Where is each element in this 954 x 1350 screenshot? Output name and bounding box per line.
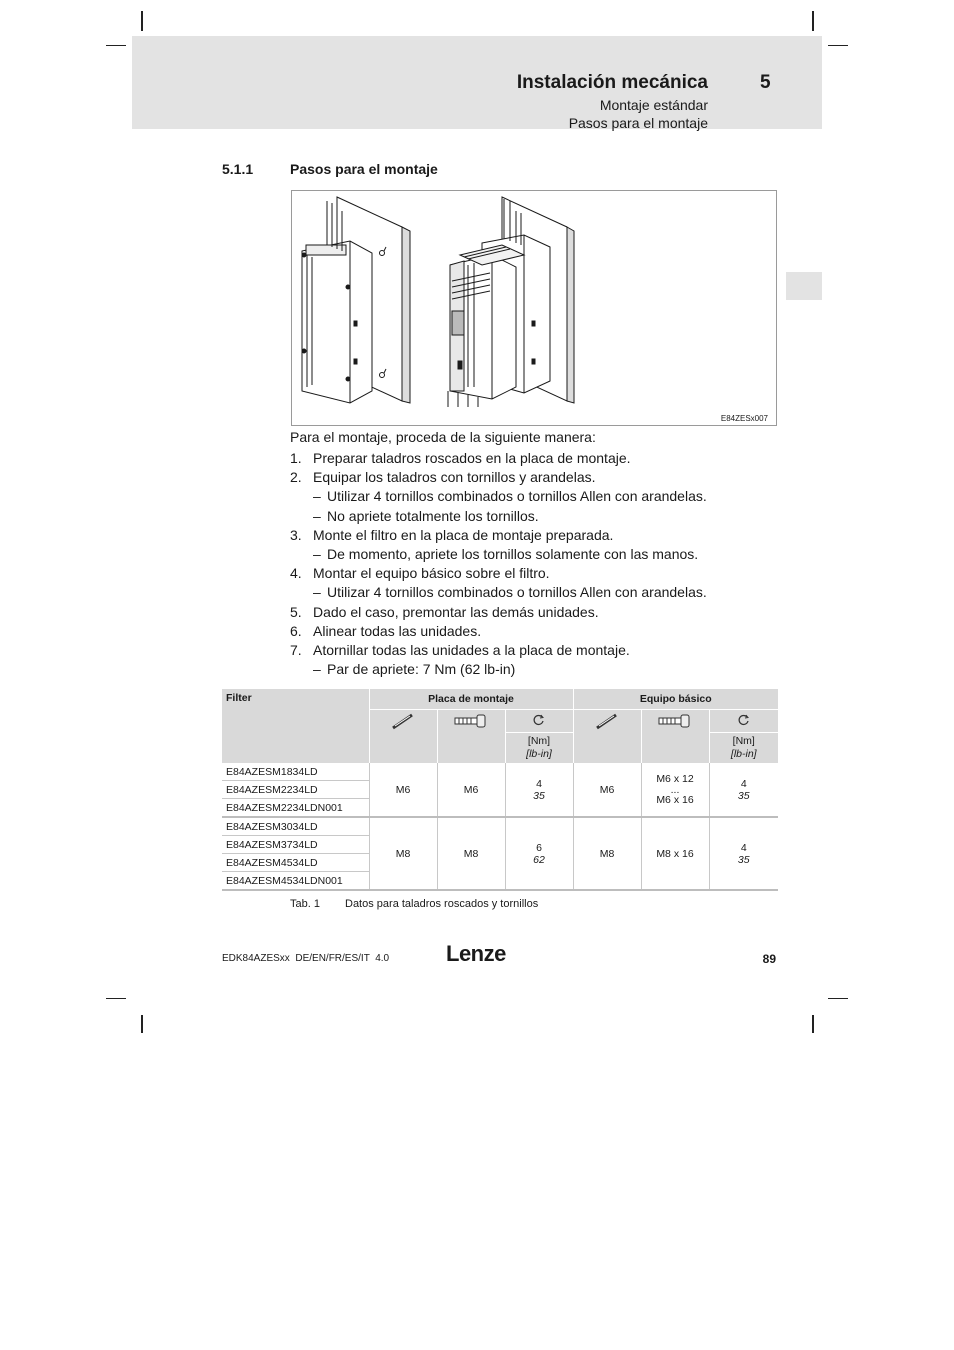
crop-mark	[828, 45, 848, 46]
model-cell: E84AZESM4534LD	[222, 854, 369, 872]
screw-icon	[437, 710, 505, 764]
torque-nm: 4	[740, 777, 747, 790]
figure-code: E84ZESx007	[720, 414, 768, 423]
torque-nm: 4	[536, 777, 542, 790]
step-number: 3.	[290, 526, 302, 543]
dash-bullet: –	[313, 661, 321, 678]
model-cell: E84AZESM2234LDN001	[222, 799, 369, 818]
header-subtitle: Pasos para el montaje	[568, 115, 708, 131]
plate-screw-cell: M8	[437, 817, 505, 890]
crop-mark	[141, 1015, 143, 1033]
step-number: 7.	[290, 642, 302, 659]
footer-document-id: EDK84AZESxx DE/EN/FR/ES/IT 4.0	[222, 953, 390, 964]
sub-text: De momento, apriete los tornillos solamente con las manos.	[327, 546, 699, 563]
torque-icon	[709, 710, 778, 733]
dash-bullet: –	[313, 584, 321, 601]
sub-text: No apriete totalmente los tornillos.	[327, 507, 539, 524]
torque-unit-cell	[505, 733, 573, 764]
table-row	[222, 817, 778, 836]
steps-list	[290, 449, 760, 679]
screw-data-table	[222, 689, 778, 891]
list-item	[290, 564, 760, 583]
crop-mark	[828, 998, 848, 999]
dash-bullet: –	[313, 488, 321, 505]
col-header-basic: Equipo básico	[573, 689, 778, 710]
chapter-title: Instalación mecánica	[516, 72, 708, 93]
unit-lbin: [lb-in]	[730, 748, 757, 760]
sub-item	[290, 660, 760, 679]
list-item	[290, 468, 760, 487]
step-text: Alinear todas las unidades.	[313, 622, 482, 639]
basic-screw-cell: M8 x 16	[641, 817, 709, 890]
sub-text: Utilizar 4 tornillos combinados o tornillos Allen con arandelas.	[327, 584, 707, 601]
model-cell: E84AZESM2234LD	[222, 781, 369, 799]
chapter-number: 5	[760, 72, 771, 93]
plate-torque-cell	[505, 763, 573, 817]
step-text: Atornillar todas las unidades a la placa de montaje.	[313, 642, 630, 659]
torque-lbin: 35	[737, 789, 750, 802]
col-header-plate: Placa de montaje	[369, 689, 573, 710]
step-number: 6.	[290, 622, 302, 639]
basic-thread-cell: M8	[573, 817, 641, 890]
dash-bullet: –	[313, 546, 321, 563]
section-title: Pasos para el montaje	[290, 161, 438, 177]
model-cell: E84AZESM3034LD	[222, 817, 369, 836]
step-number: 5.	[290, 603, 302, 620]
chapter-side-tab	[786, 272, 822, 300]
step-text: Equipar los taladros con tornillos y arandelas.	[313, 469, 596, 486]
torque-lbin: 62	[533, 853, 545, 866]
plate-thread-cell: M8	[369, 817, 437, 890]
plate-screw-cell: M6	[437, 763, 505, 817]
step-number: 1.	[290, 450, 302, 466]
torque-nm: 6	[536, 841, 542, 854]
table-caption-text: Datos para taladros roscados y tornillos	[345, 898, 539, 910]
crop-mark	[141, 11, 143, 31]
step-number: 4.	[290, 565, 302, 582]
basic-torque-cell	[709, 763, 778, 817]
list-item	[290, 526, 760, 545]
screw-size: M6 x 16	[656, 793, 694, 806]
torque-lbin: 35	[737, 853, 750, 866]
basic-screw-cell	[641, 763, 709, 817]
plate-torque-cell	[505, 817, 573, 890]
screw-range-dots: ...	[670, 783, 680, 796]
model-cell: E84AZESM3734LD	[222, 836, 369, 854]
sub-item	[290, 507, 760, 526]
mounting-illustration	[292, 191, 776, 425]
drill-bit-icon	[369, 710, 437, 764]
sub-item	[290, 545, 760, 564]
drill-bit-icon	[573, 710, 641, 764]
table-row	[222, 763, 778, 781]
intro-text: Para el montaje, proceda de la siguiente manera:	[290, 429, 596, 445]
plate-thread-cell: M6	[369, 763, 437, 817]
unit-lbin: [lb-in]	[526, 748, 552, 760]
col-header-filter: Filter	[222, 689, 369, 763]
crop-mark	[812, 11, 814, 31]
torque-lbin: 35	[533, 789, 545, 802]
mounting-figure	[291, 190, 777, 426]
sub-item	[290, 487, 760, 506]
crop-mark	[106, 998, 126, 999]
basic-torque-cell	[709, 817, 778, 890]
screw-icon	[641, 710, 709, 764]
lenze-logo: Lenze	[446, 941, 506, 966]
list-item	[290, 641, 760, 660]
header-subtitle: Montaje estándar	[599, 97, 708, 113]
sub-text: Utilizar 4 tornillos combinados o tornillos Allen con arandelas.	[327, 488, 707, 505]
step-text: Montar el equipo básico sobre el filtro.	[313, 565, 550, 582]
step-text: Preparar taladros roscados en la placa de montaje.	[313, 450, 631, 466]
model-cell: E84AZESM1834LD	[222, 763, 369, 781]
list-item	[290, 449, 760, 468]
list-item	[290, 622, 760, 641]
screw-size: M6 x 12	[656, 772, 694, 785]
unit-nm: [Nm]	[732, 735, 755, 747]
section-number: 5.1.1	[222, 161, 254, 177]
dash-bullet: –	[313, 507, 321, 524]
model-cell: E84AZESM4534LDN001	[222, 872, 369, 891]
basic-thread-cell: M6	[573, 763, 641, 817]
list-item	[290, 603, 760, 622]
step-number: 2.	[290, 469, 302, 486]
sub-text: Par de apriete: 7 Nm (62 lb-in)	[327, 661, 516, 678]
unit-nm: [Nm]	[527, 735, 551, 747]
crop-mark	[106, 45, 126, 46]
torque-nm: 4	[740, 841, 747, 854]
sub-item	[290, 583, 760, 602]
page-number: 89	[762, 952, 776, 966]
torque-icon	[505, 710, 573, 733]
step-text: Monte el filtro en la placa de montaje preparada.	[313, 526, 614, 543]
torque-unit-cell	[709, 733, 778, 764]
table-caption-label: Tab. 1	[290, 898, 320, 910]
step-text: Dado el caso, premontar las demás unidades.	[313, 603, 599, 620]
crop-mark	[812, 1015, 814, 1033]
